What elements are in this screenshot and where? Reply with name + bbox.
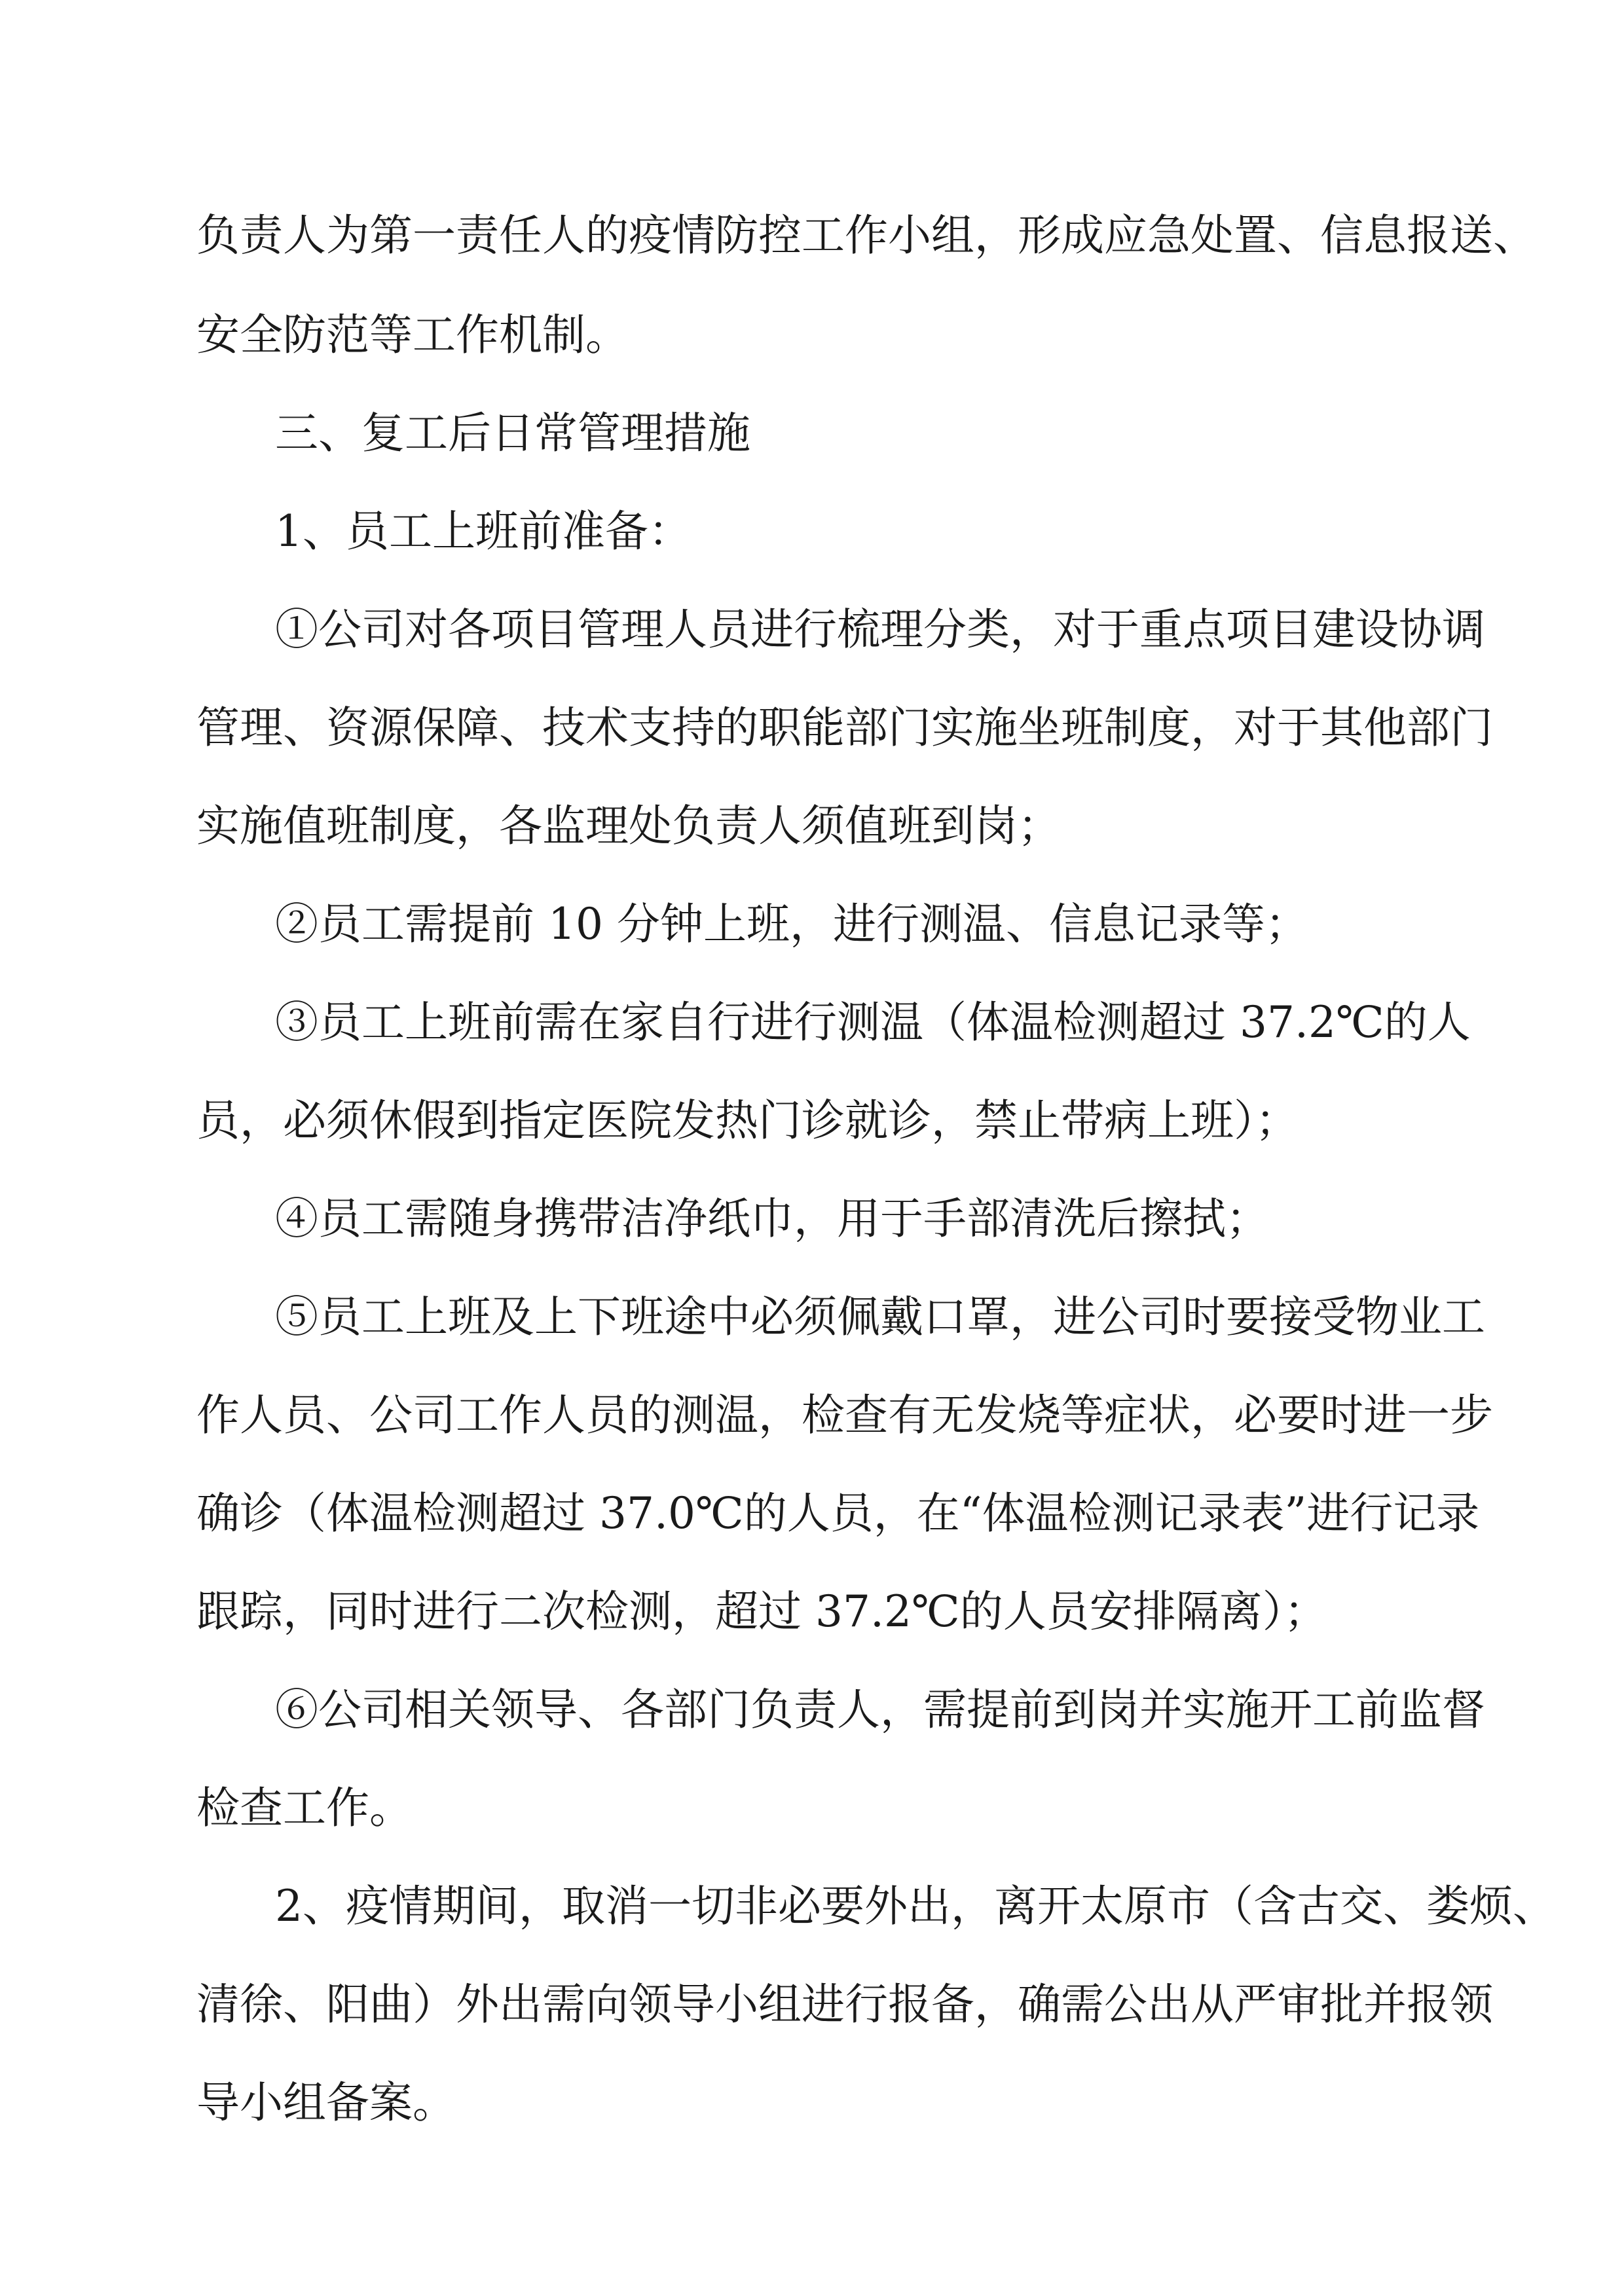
- text-line: ②员工需提前 10 分钟上班，进行测温、信息记录等；: [275, 899, 1308, 949]
- section-heading: 三、复工后日常管理措施: [275, 408, 750, 458]
- text-line: 员，必须休假到指定医院发热门诊就诊，禁止带病上班）；: [196, 1095, 1299, 1146]
- text-line: 负责人为第一责任人的疫情防控工作小组，形成应急处置、信息报送、: [196, 210, 1536, 261]
- text-line: ①公司对各项目管理人员进行梳理分类，对于重点项目建设协调: [275, 604, 1485, 655]
- text-line: 跟踪，同时进行二次检测，超过 37.2℃的人员安排隔离）；: [196, 1586, 1327, 1637]
- text-line: ③员工上班前需在家自行进行测温（体温检测超过 37.2℃的人: [275, 997, 1471, 1048]
- text-line: 确诊（体温检测超过 37.0℃的人员，在“体温检测记录表”进行记录: [196, 1488, 1480, 1539]
- text-line: 作人员、公司工作人员的测温，检查有无发烧等症状，必要时进一步: [196, 1390, 1493, 1440]
- text-line: 管理、资源保障、技术支持的职能部门实施坐班制度，对于其他部门: [196, 702, 1493, 753]
- subsection-heading: 1、员工上班前准备：: [275, 506, 692, 556]
- text-line: 安全防范等工作机制。: [196, 310, 629, 360]
- text-line: 清徐、阳曲）外出需向领导小组进行报备，确需公出从严审批并报领: [196, 1979, 1493, 2030]
- text-line: ⑤员工上班及上下班途中必须佩戴口罩，进公司时要接受物业工: [275, 1292, 1485, 1342]
- text-line: 导小组备案。: [196, 2077, 456, 2128]
- text-line: 检查工作。: [196, 1783, 413, 1833]
- text-line: 实施值班制度，各监理处负责人须值班到岗；: [196, 801, 1061, 851]
- text-line: ④员工需随身携带洁净纸巾，用于手部清洗后擦拭；: [275, 1194, 1269, 1244]
- text-line: 2、疫情期间，取消一切非必要外出，离开太原市（含古交、娄烦、: [275, 1881, 1556, 1931]
- text-line: ⑥公司相关领导、各部门负责人，需提前到岗并实施开工前监督: [275, 1685, 1485, 1735]
